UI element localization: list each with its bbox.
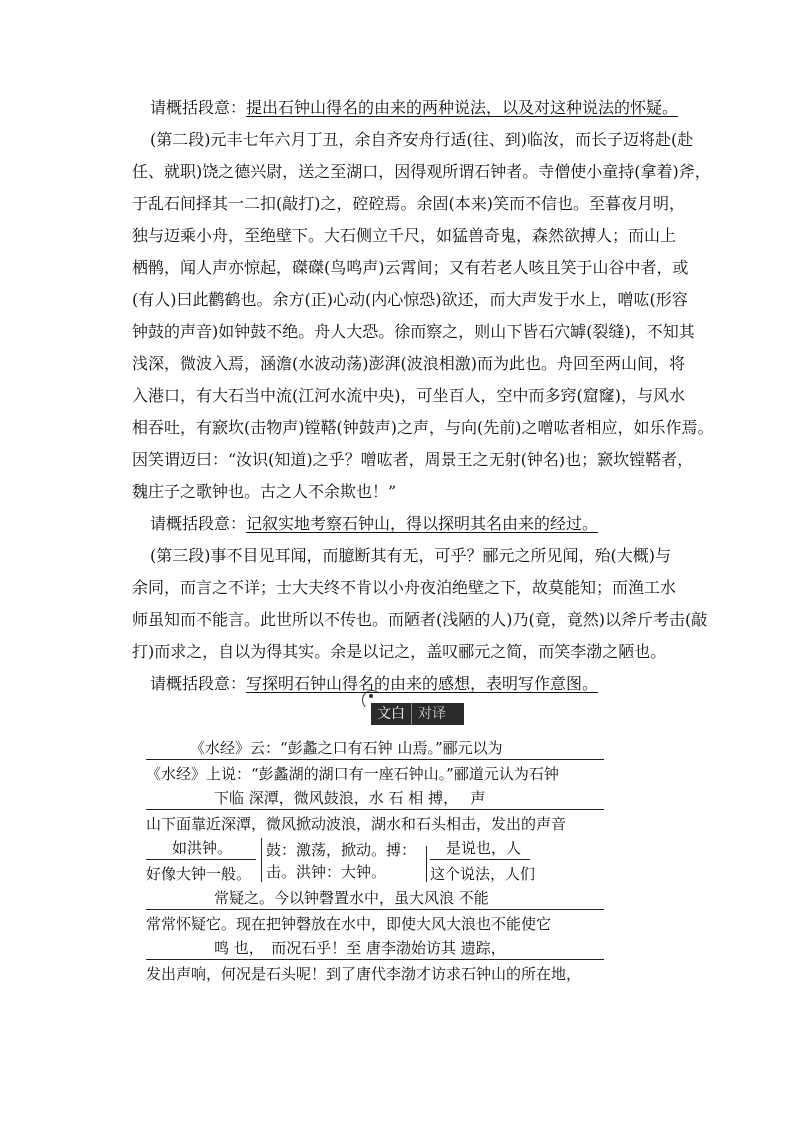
para2-line: 魏庄子之歌钟也。古之人不余欺也！” xyxy=(132,482,397,501)
badge-right-label: 对译 xyxy=(418,706,446,722)
translation-modern: 《水经》上说：“彭蠡湖的湖口有一座石钟山。”郦道元认为石钟 xyxy=(146,765,559,783)
para2-line: 栖鹘，闻人声亦惊起，磔磔(鸟鸣声)云霄间；又有若老人咳且笑于山谷中者，或 xyxy=(132,258,689,277)
translation-rule xyxy=(146,959,604,960)
annotation-note: 鼓：激荡，掀动。搏： xyxy=(266,841,417,859)
para2-summary xyxy=(150,98,678,118)
note-bracket xyxy=(426,846,427,882)
para3-summary xyxy=(150,514,598,534)
prompt-label: 请概括段意： xyxy=(150,98,247,117)
translation-modern: 好像大钟一般。 xyxy=(146,865,252,883)
para2-line: 于乱石间择其一二扣(敲打)之，硿硿焉。余固(本来)笑而不信也。至暮夜月明， xyxy=(132,194,685,213)
prompt-label: 请概括段意： xyxy=(150,514,247,533)
translation-original: 鸣 也， 而况石乎！至 唐李渤始访其 遗踪， xyxy=(214,939,506,957)
para3-line: 师虽知而不能言。此世所以不传也。而陋者(浅陋的人)乃(竟，竟然)以斧斤考击(敲 xyxy=(132,610,708,629)
para2-line: 入港口，有大石当中流(江河水流中央)，可坐百人，空中而多窍(窟窿)，与风水 xyxy=(132,386,685,405)
translation-rule xyxy=(430,859,530,860)
translation-rule xyxy=(146,859,256,860)
note-bracket xyxy=(261,838,262,882)
para2-line: (第二段)元丰七年六月丁丑，余自齐安舟行适(往、到)临汝，而长子迈将赴(赴 xyxy=(150,130,694,149)
para2-line: 独与迈乘小舟，至绝壁下。大石侧立千尺，如猛兽奇鬼，森然欲搏人；而山上 xyxy=(132,226,677,245)
para3-line: 余同，而言之不详；士大夫终不肯以小舟夜泊绝壁之下，故莫能知；而渔工水 xyxy=(132,578,677,597)
para2-line: 浅深，微波入焉，涵澹(水波动荡)澎湃(波浪相激)而为此也。舟回至两山间，将 xyxy=(132,354,685,373)
para2-line: 因笑谓迈曰：“汝识(知道)之乎？噌吰者，周景王之无射(钟名)也；窾坎镗鞳者， xyxy=(132,450,694,469)
summary-answer: 写探明石钟山得名的由来的感想，表明写作意图。 xyxy=(246,674,599,693)
para2-line: 任、就职)饶之德兴尉，送之至湖口，因得观所谓石钟者。寺僧使小童持(拿着)斧， xyxy=(132,162,711,181)
translation-modern: 发出声响，何况是石头呢！到了唐代李渤才访求石钟山的所在地， xyxy=(146,965,582,983)
para3-line: (第三段)事不目见耳闻，而臆断其有无，可乎？郦元之所见闻，殆(大概)与 xyxy=(150,546,671,565)
translation-original: 如洪钟。 xyxy=(172,839,233,857)
translation-original: 下临 深潭，微风鼓浪，水 石 相 搏， 声 xyxy=(214,789,486,807)
badge-left-label: 文白 xyxy=(371,703,412,725)
section-badge xyxy=(371,703,464,725)
summary-answer: 提出石钟山得名的由来的两种说法，以及对这种说法的怀疑。 xyxy=(246,98,679,117)
para3-line: 打)而求之，自以为得其实。余是以记之，盖叹郦元之简，而笑李渤之陋也。 xyxy=(132,642,667,661)
annotation-note: 击。洪钟：大钟。 xyxy=(266,863,387,881)
para2-line: 钟鼓的声音)如钟鼓不绝。舟人大恐。徐而察之，则山下皆石穴罅(裂缝)，不知其 xyxy=(132,322,695,341)
translation-modern: 这个说法，人们 xyxy=(430,865,536,883)
translation-modern: 常常怀疑它。现在把钟磬放在水中，即使大风大浪也不能使它 xyxy=(146,915,552,933)
summary-answer: 记叙实地考察石钟山，得以探明其名由来的经过。 xyxy=(246,514,599,533)
translation-modern: 山下面靠近深潭，微风掀动波浪，湖水和石头相击，发出的声音 xyxy=(146,815,567,833)
prompt-label: 请概括段意： xyxy=(150,674,247,693)
translation-rule xyxy=(146,909,604,910)
translation-original: 常疑之。今以钟磬置水中，虽大风浪 不能 xyxy=(214,889,489,907)
translation-original: 是说也，人 xyxy=(446,839,522,857)
para2-line: (有人)曰此鹳鹤也。余方(正)心动(内心惊恐)欲还，而大声发于水上，噌吰(形容 xyxy=(132,290,688,309)
translation-original: 《水经》云：“彭蠡之口有石钟 山焉。”郦元以为 xyxy=(190,739,503,757)
para2-line: 相吞吐，有窾坎(击物声)镗鞳(钟鼓声)之声，与向(先前)之噌吰者相应，如乐作焉。 xyxy=(132,418,714,437)
badge-dot-icon xyxy=(369,694,373,698)
translation-rule xyxy=(146,759,604,760)
translation-rule xyxy=(146,809,604,810)
